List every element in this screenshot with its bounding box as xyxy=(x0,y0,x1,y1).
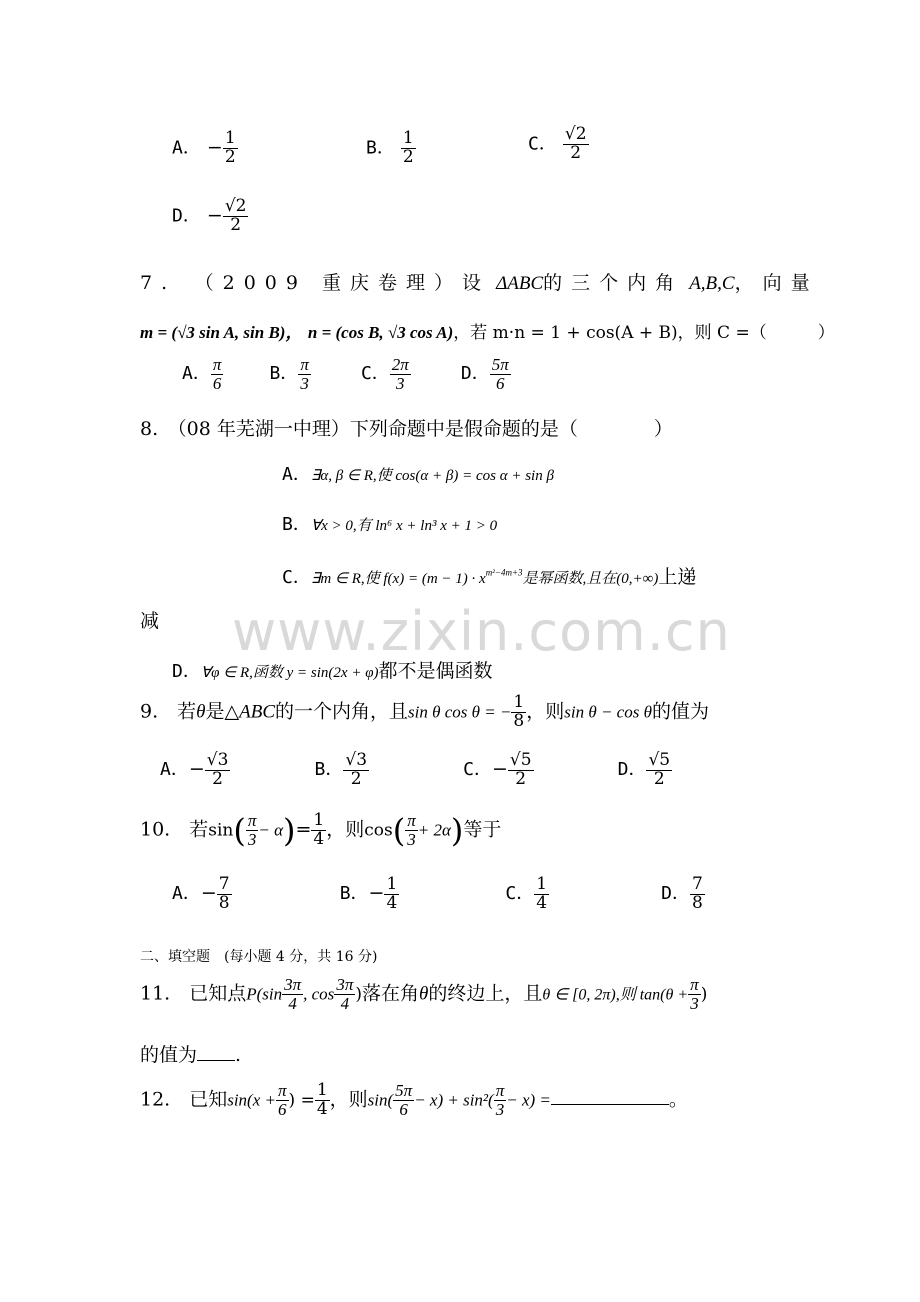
q9-option-d: D． $\frac{√5}{2}$ xyxy=(617,750,671,789)
q7-option-b: B． $\frac{\pi}{3}$ xyxy=(269,355,309,393)
q7-stem-line1: 7. （2009 重庆卷理）设 ΔABC的三个内角 A,B,C，向量 xyxy=(140,272,819,294)
q8-option-c: C．∃m ∈ R,使 $f(x) = (m - 1) \cdot x^{m^2-4m+3}$是幂函数,且在(0,+∞)上递 xyxy=(282,566,697,588)
q9-option-b: B． $\frac{√3}{2}$ xyxy=(314,750,368,789)
q9-stem: 9. 若θ是△ABC的一个内角，且sin θ cos θ = − $\frac{1}{8}$ ，则sin θ − cos θ的值为 xyxy=(140,692,709,731)
q11-line2: 的值为 . xyxy=(140,1044,242,1066)
q9-option-a: A．− $\frac{√3}{2}$ xyxy=(160,750,229,789)
q7-options xyxy=(182,356,511,393)
q6-option-c: C． $\frac{√2}{2}$ xyxy=(528,124,587,163)
q10-option-c: C． $\frac{1}{4}$ xyxy=(505,874,548,913)
answer-blank-11[interactable] xyxy=(197,1060,235,1061)
q6-option-d: D． − $\frac{√2}{2}$ xyxy=(172,196,247,235)
q7-option-d: D． $\frac{5\pi}{6}$ xyxy=(460,355,509,393)
q10-stem: 10. 若sin( $\frac{\pi}{3}$ − α)= $\frac{1}{4}$ ，则cos( $\frac{\pi}{3}$ + 2α)等于 xyxy=(140,810,502,850)
q9-option-c: C．− $\frac{√5}{2}$ xyxy=(463,750,532,789)
watermark: www.zixin.com.cn xyxy=(232,600,731,663)
q8-option-b: B．∀x > 0,有 ln⁶ x + ln³ x + 1 > 0 xyxy=(282,514,498,535)
q8-option-c-wrap: 减 xyxy=(140,610,160,632)
q10-options xyxy=(172,876,705,913)
section-heading: 二、填空题 (每小题 4 分，共 16 分) xyxy=(140,949,378,965)
q8-stem: 8. （08 年芜湖一中理）下列命题中是假命题的是（ ） xyxy=(140,418,673,440)
q7-option-c: C． $\frac{2\pi}{3}$ xyxy=(360,355,409,393)
q8-option-a: A．∃α, β ∈ R,使 cos(α + β) = cos α + sin β xyxy=(282,464,554,485)
q10-option-a: A．− $\frac{7}{8}$ xyxy=(172,874,230,913)
q7-stem-line2: m = (√3 sin A, sin B)， n = (cos B, √3 cos A)，若 m·n = 1 + cos(A + B)，则 C =（ ） xyxy=(140,323,835,343)
q7-option-a: A． $\frac{\pi}{6}$ xyxy=(182,355,222,393)
q11-stem: 11. 已知点P(sin $\frac{3\pi}{4}$ , cos $\frac{3\pi}{4}$ )落在角θ的终边上，且θ ∈ [0, 2π),则 tan(θ + $\frac{\pi}{3}$ ) xyxy=(140,975,708,1013)
q12-stem: 12. 已知sin(x + $\frac{\pi}{6}$ ) = $\frac{1}{4}$ ，则sin( $\frac{5\pi}{6}$ − x) + sin²( $\frac{\pi}{3}$ − x) = 。 xyxy=(140,1080,688,1119)
q6-option-a: A． − $\frac{1}{2}$ xyxy=(172,128,236,167)
q10-option-b: B．− $\frac{1}{4}$ xyxy=(339,874,398,913)
q10-option-d: D． $\frac{7}{8}$ xyxy=(661,874,703,913)
q6-option-b: B． $\frac{1}{2}$ xyxy=(366,128,414,167)
q8-option-d: D．∀φ ∈ R,函数 y = sin(2x + φ)都不是偶函数 xyxy=(172,660,493,682)
q9-options xyxy=(160,752,672,789)
answer-blank-12[interactable] xyxy=(551,1104,669,1105)
